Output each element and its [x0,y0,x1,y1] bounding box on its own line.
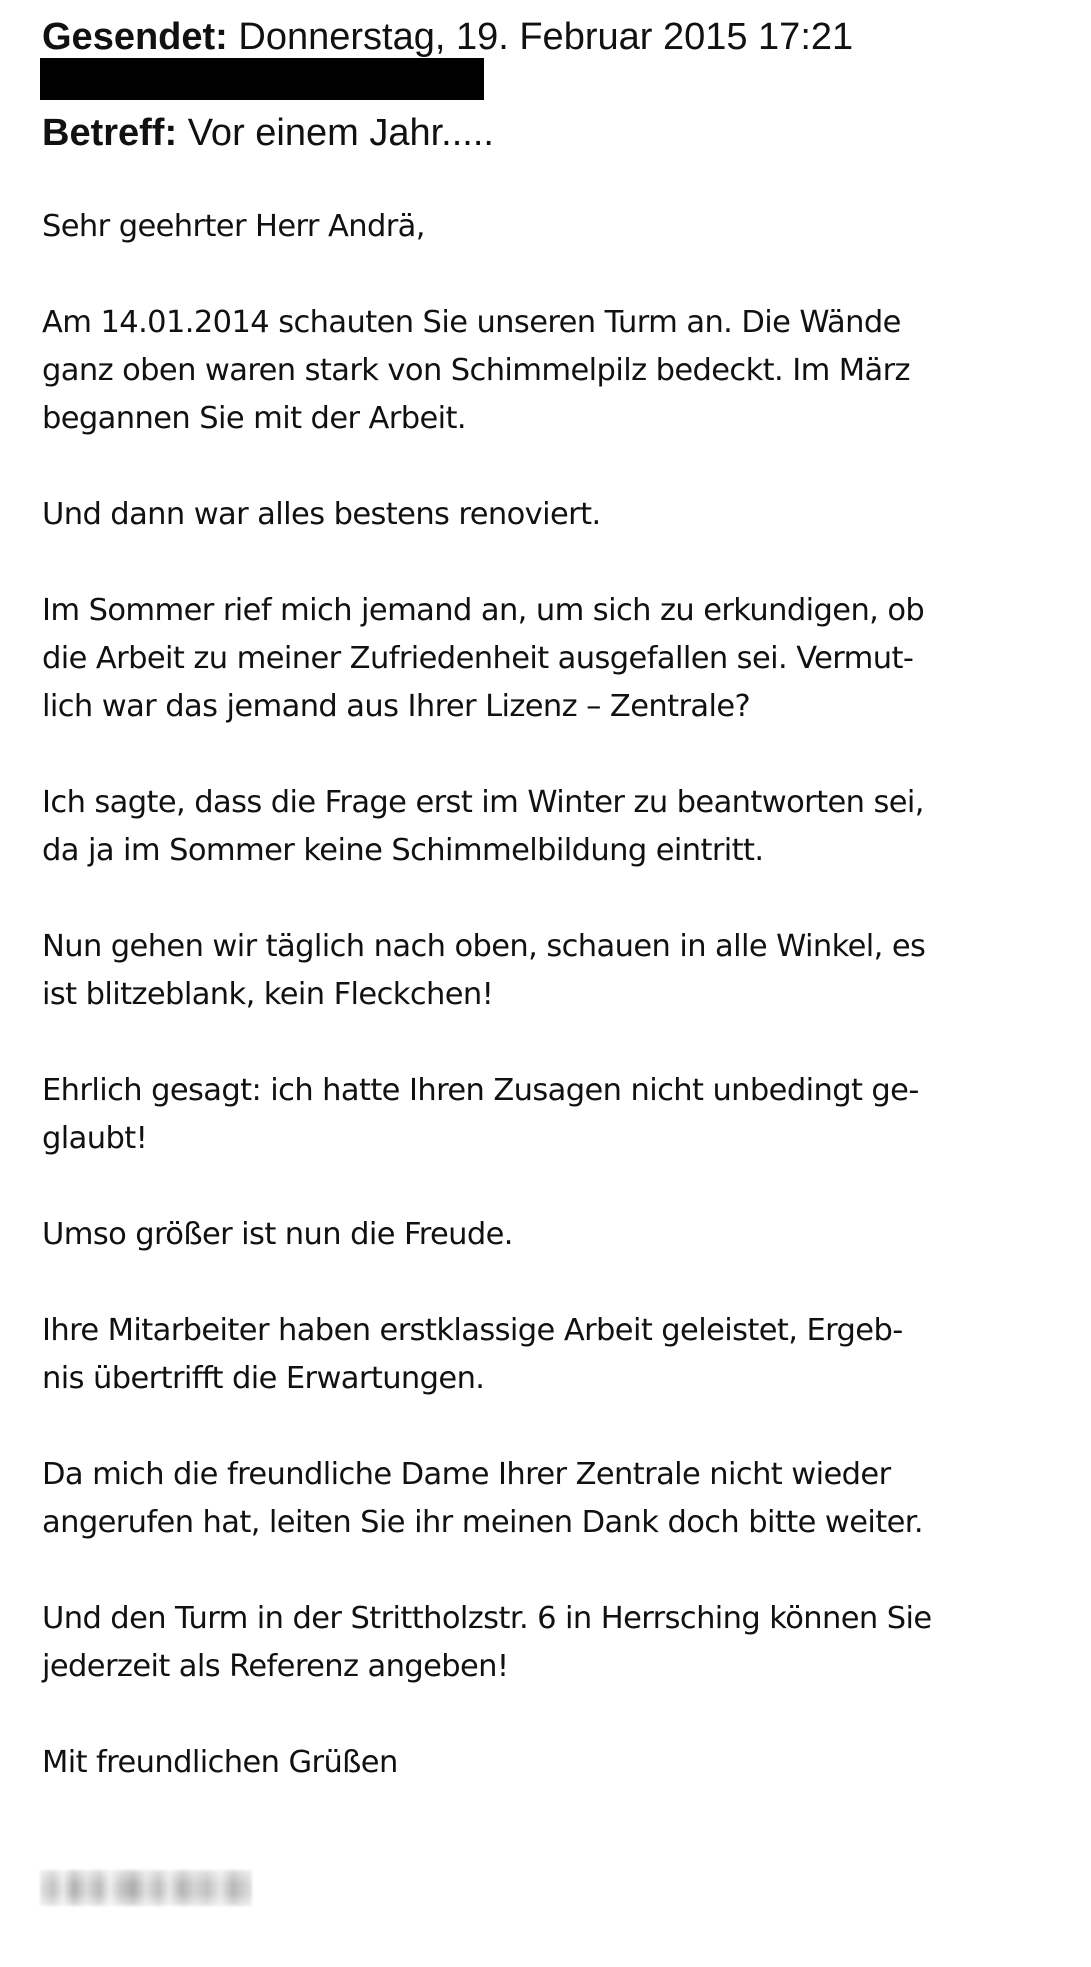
paragraph-line: ist blitzeblank, kein Fleckchen! [42,977,494,1012]
paragraph [42,1211,1072,1259]
paragraphs [42,299,1072,1691]
redaction-bar [40,58,484,100]
sent-label: Gesendet: [42,16,228,58]
paragraph-line: Ehrlich gesagt: ich hatte Ihren Zusagen nicht unbedingt ge- [42,1073,919,1108]
salutation-line: Sehr geehrter Herr Andrä, [42,209,425,244]
subject-line [42,110,494,156]
paragraph-line: ganz oben waren stark von Schimmelpilz bedeckt. Im März [42,353,910,388]
paragraph [42,587,1072,731]
paragraph-line: nis übertrifft die Erwartungen. [42,1361,485,1396]
paragraph [42,923,1072,1019]
paragraph-line: jederzeit als Referenz angeben! [42,1649,509,1684]
closing [42,1739,1072,1787]
paragraph-line: Ich sagte, dass die Frage erst im Winter zu beantworten sei, [42,785,924,820]
email-body [42,203,1072,1835]
paragraph-line: Umso größer ist nun die Freude. [42,1217,513,1252]
paragraph [42,1595,1072,1691]
subject-value: Vor einem Jahr..... [187,112,494,154]
sent-value: Donnerstag, 19. Februar 2015 17:21 [238,16,854,58]
paragraph-line: Ihre Mitarbeiter haben erstklassige Arbeit geleistet, Ergeb- [42,1313,903,1348]
sent-line [42,14,853,60]
paragraph-line: Im Sommer rief mich jemand an, um sich zu erkundigen, ob [42,593,925,628]
paragraph-line: Am 14.01.2014 schauten Sie unseren Turm an. Die Wände [42,305,901,340]
paragraph [42,1451,1072,1547]
closing-line: Mit freundlichen Grüßen [42,1745,398,1780]
paragraph-line: begannen Sie mit der Arbeit. [42,401,466,436]
paragraph-line: angerufen hat, leiten Sie ihr meinen Dank doch bitte weiter. [42,1505,924,1540]
paragraph [42,299,1072,443]
paragraph-line: Und den Turm in der Strittholzstr. 6 in Herrsching können Sie [42,1601,932,1636]
salutation [42,203,1072,251]
subject-label: Betreff: [42,112,178,154]
paragraph-line: Nun gehen wir täglich nach oben, schauen in alle Winkel, es [42,929,926,964]
paragraph [42,1067,1072,1163]
paragraph-line: Und dann war alles bestens renoviert. [42,497,601,532]
paragraph-line: die Arbeit zu meiner Zufriedenheit ausgefallen sei. Vermut- [42,641,914,676]
paragraph [42,779,1072,875]
blurred-signature [40,1870,252,1906]
paragraph-line: glaubt! [42,1121,148,1156]
paragraph-line: da ja im Sommer keine Schimmelbildung eintritt. [42,833,764,868]
paragraph-line: lich war das jemand aus Ihrer Lizenz – Zentrale? [42,689,751,724]
paragraph [42,1307,1072,1403]
paragraph-line: Da mich die freundliche Dame Ihrer Zentrale nicht wieder [42,1457,891,1492]
paragraph [42,491,1072,539]
